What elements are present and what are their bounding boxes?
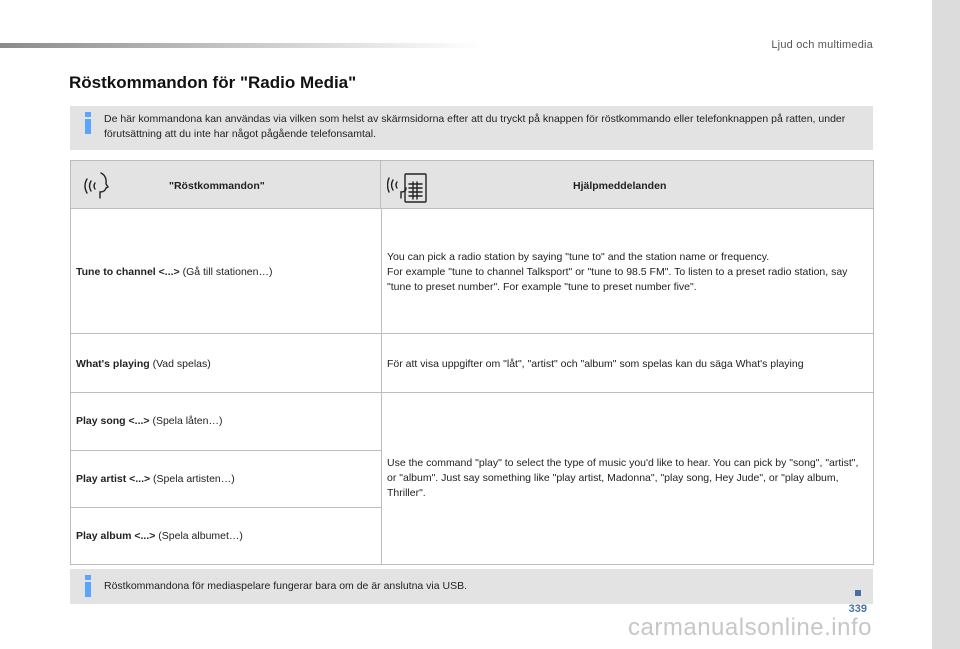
table-row-command: What's playing (Vad spelas) [76, 358, 211, 370]
info-text-bottom: Röstkommandona för mediaspelare fungerar bara om de är anslutna via USB. [104, 580, 468, 592]
table-row-command: Play album <...> (Spela albumet…) [76, 530, 243, 542]
header-help-label: Hjälpmeddelanden [573, 180, 667, 192]
info-icon [81, 575, 95, 597]
info-box-bottom [70, 569, 873, 604]
row-divider [71, 333, 873, 334]
section-label: Ljud och multimedia [771, 39, 873, 51]
info-text-top: De här kommandona kan användas via vilken som helst av skärmsidorna efter att du tryckt på knappen för röstkommando eller telefonknappen på ratten, under förutsättning att du inte har något pågående telefonsamtal. [104, 113, 846, 140]
info-icon [81, 112, 95, 134]
row-divider [71, 507, 381, 508]
voice-screen-head-icon [387, 168, 429, 206]
table-row-command: Tune to channel <...> (Gå till stationen…) [76, 266, 273, 278]
table-row-help: För att visa uppgifter om "låt", "artist" och "album" som spelas kan du säga What's playing [387, 358, 804, 370]
row-divider [71, 450, 381, 451]
shared-help-text: Use the command "play" to select the type of music you'd like to hear. You can pick by "song", "artist", or "album". Just say something like "play artist, Madonna", "play song, Hey Jude", or "play album, Thriller". [387, 457, 859, 499]
voice-commands-table [70, 160, 874, 565]
table-row-help: You can pick a radio station by saying "tune to" and the station name or frequency. For example "tune to channel Talksport" or "tune to 98.5 FM". To listen to a preset radio station, say "tune to preset number". For example "tune to preset number five". [387, 251, 848, 293]
page-title: Röstkommandon för "Radio Media" [69, 73, 357, 92]
page-edge-strip [932, 0, 960, 649]
column-divider [381, 209, 382, 564]
header-commands [71, 161, 381, 209]
voice-speaking-head-icon [83, 168, 117, 202]
header-help [381, 161, 873, 209]
page-marker [855, 590, 861, 596]
header-commands-label: "Röstkommandon" [169, 180, 265, 192]
table-row-command: Play artist <...> (Spela artisten…) [76, 473, 235, 485]
page-number: 339 [848, 603, 867, 615]
info-box-top [70, 106, 873, 150]
header-gradient-bar [0, 43, 480, 48]
row-divider [71, 392, 873, 393]
watermark: carmanualsonline.info [628, 614, 872, 641]
table-row-command: Play song <...> (Spela låten…) [76, 415, 223, 427]
